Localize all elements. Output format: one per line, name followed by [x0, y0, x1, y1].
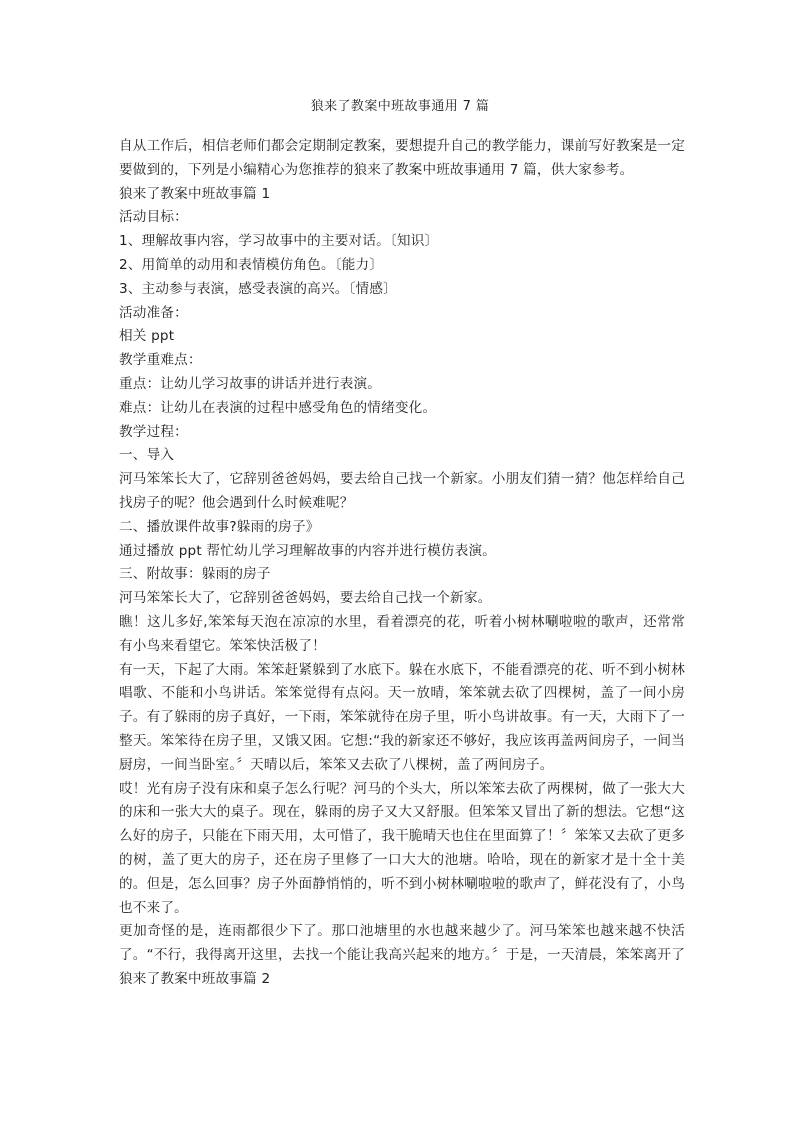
paragraph: 通过播放 ppt 帮忙幼儿学习理解故事的内容并进行模仿表演。 [119, 542, 497, 559]
story-paragraph: 哎！光有房子没有床和桌子怎么行呢？河马的个头大，所以笨笨去砍了两棵树，做了一张大大的床和一张大大的桌子。现在，躲雨的房子又大又舒服。但笨笨又冒出了新的想法。它想“这么好的房子，只能在下雨天用，太可惜了，我干脆晴天也住在里面算了！〞笨笨又去砍了更多的树，盖了更大的房子，还在房子里修了一口大大的池塘。哈哈，现在的新家才是十全十美的。但是，怎么回事？房子外面静悄悄的，听不到小树林唰啦啦的歌声了，鲜花没有了，小鸟也不来了。 [119, 780, 685, 916]
story-paragraph: 更加奇怪的是，连雨都很少下了。那口池塘里的水也越来越少了。河马笨笨也越来越不快活了。“不行，我得离开这里，去找一个能让我高兴起来的地方。〞于是，一天清晨，笨笨离开了 [119, 923, 685, 964]
subheading: 教学重难点： [119, 352, 202, 369]
step-heading: 三、附故事：躲雨的房子 [119, 566, 271, 583]
list-item: 2、用简单的动用和表情模仿角色。〔能力〕 [119, 256, 384, 273]
paragraph: 重点：让幼儿学习故事的讲话并进行表演。 [119, 375, 382, 392]
story-paragraph: 河马笨笨长大了，它辞别爸爸妈妈，要去给自己找一个新家。 [119, 590, 492, 607]
paragraph: 相关 ppt [119, 328, 175, 345]
subheading: 教学过程： [119, 423, 188, 440]
story-paragraph: 瞧！这儿多好,笨笨每天泡在凉凉的水里，看着漂亮的花，听着小树林唰啦啦的歌声，还常常有小鸟来看望它。笨笨快活极了！ [119, 613, 685, 654]
paragraph: 河马笨笨长大了，它辞别爸爸妈妈，要去给自己找一个新家。小朋友们猜一猜？他怎样给自己找房子的呢？他会遇到什么时候难呢？ [119, 471, 685, 511]
document-body [119, 135, 685, 992]
subheading: 活动目标： [119, 209, 188, 226]
list-item: 1、理解故事内容，学习故事中的主要对话。〔知识〕 [119, 233, 439, 250]
step-heading: 一、导入 [119, 447, 175, 464]
section-heading: 狼来了教案中班故事篇 1 [119, 185, 271, 202]
section-heading: 狼来了教案中班故事篇 2 [119, 970, 271, 987]
paragraph: 难点：让幼儿在表演的过程中感受角色的情绪变化。 [119, 399, 437, 416]
subheading: 活动准备： [119, 304, 188, 321]
story-paragraph: 有一天，下起了大雨。笨笨赶紧躲到了水底下。躲在水底下，不能看漂亮的花、听不到小树林唱歌、不能和小鸟讲话。笨笨觉得有点闷。天一放晴，笨笨就去砍了四棵树，盖了一间小房子。有了躲雨的房子真好，一下雨，笨笨就待在房子里，听小鸟讲故事。有一天，大雨下了一整天。笨笨待在房子里，又饿又困。它想:“我的新家还不够好，我应该再盖两间房子，一间当厨房，一间当卧室。〞天晴以后，笨笨又去砍了八棵树，盖了两间房子。 [119, 661, 685, 773]
list-item: 3、主动参与表演，感受表演的高兴。〔情感〕 [119, 280, 397, 297]
document-title: 狼来了教案中班故事通用 7 篇 [310, 99, 490, 114]
intro-paragraph: 自从工作后，相信老师们都会定期制定教案，要想提升自己的教学能力，课前写好教案是一定要做到的，下列是小编精心为您推荐的狼来了教案中班故事通用 7 篇，供大家参考。 [119, 138, 685, 178]
step-heading: 二、播放课件故事?躲雨的房子》 [119, 518, 320, 535]
